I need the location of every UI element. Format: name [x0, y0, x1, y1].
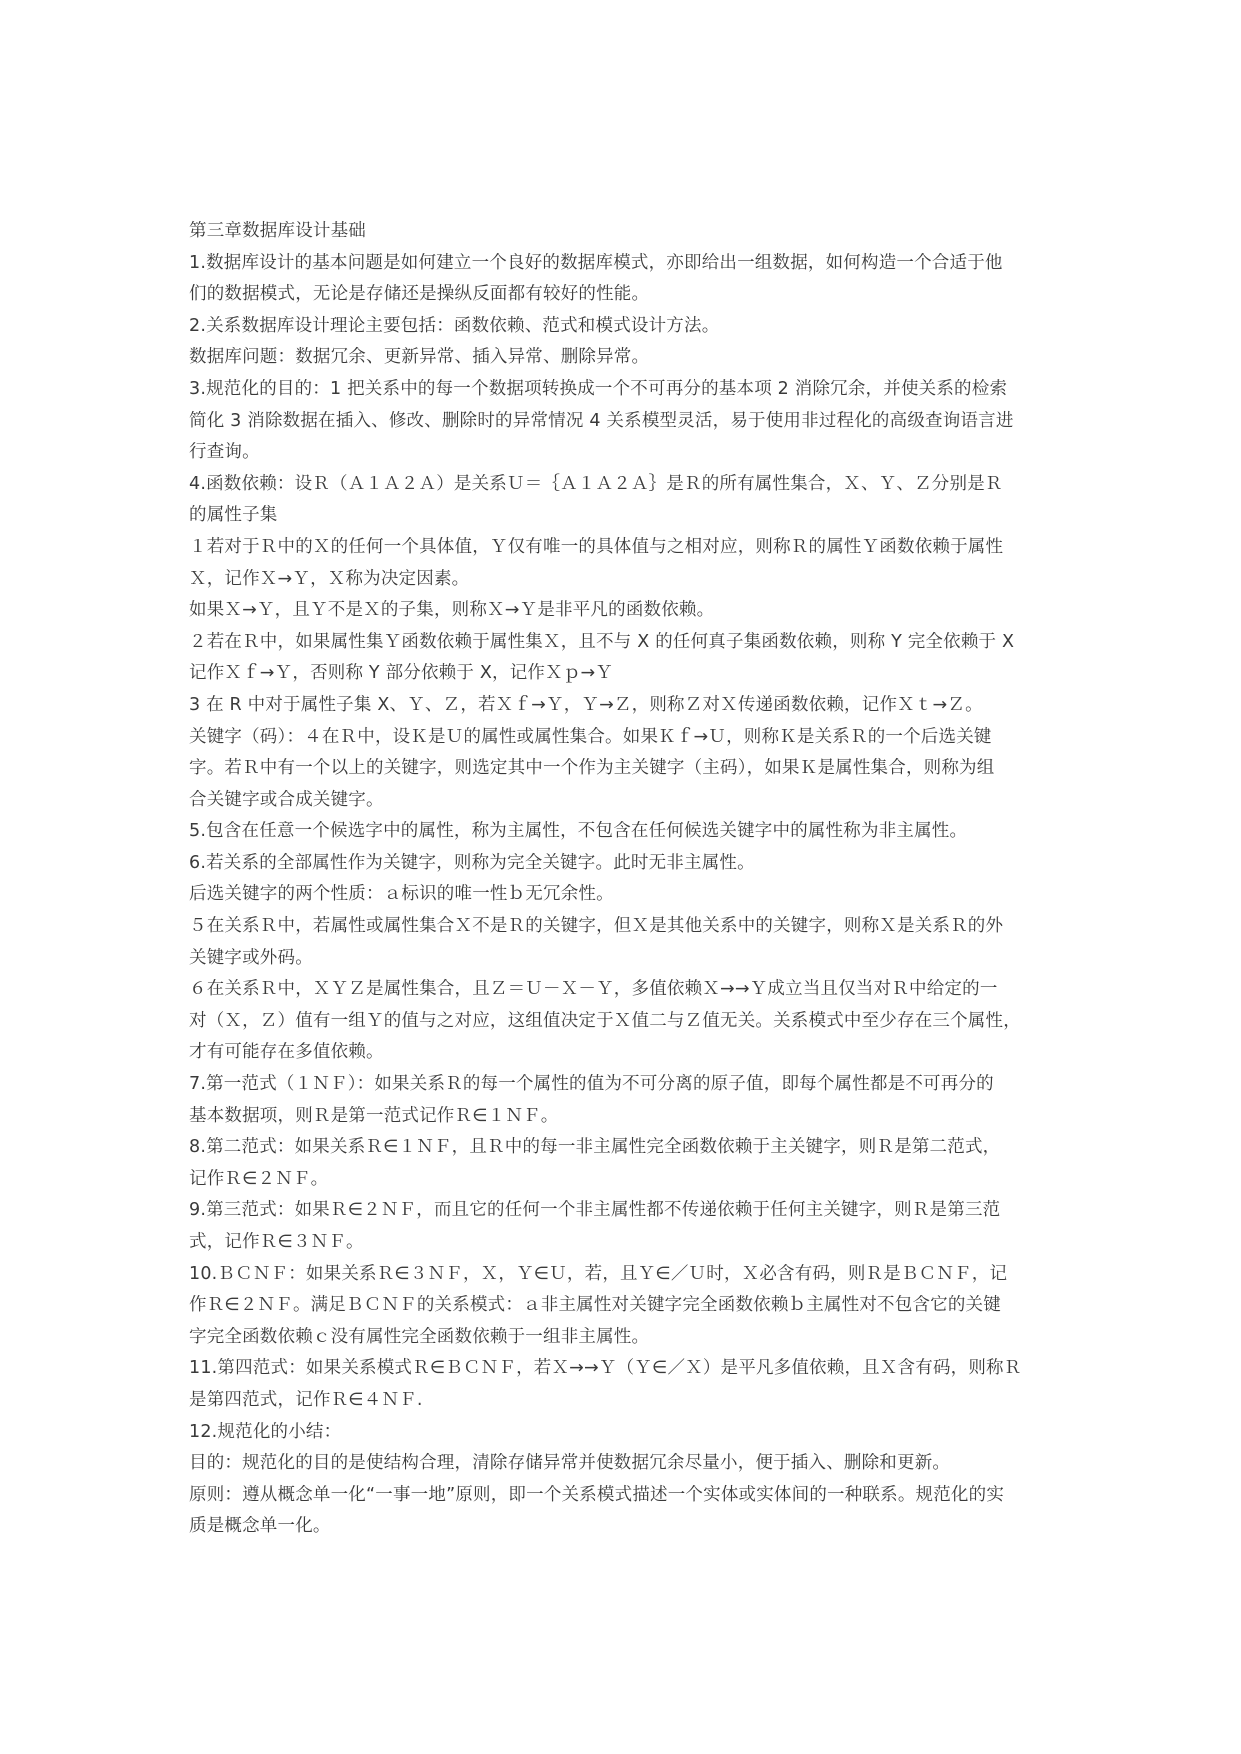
text-line: 们的数据模式，无论是存储还是操纵反面都有较好的性能。	[189, 284, 650, 305]
text-line: 简化 3 消除数据在插入、修改、删除时的异常情况 4 关系模型灵活，易于使用非过程化的高级查询语言进	[189, 410, 1014, 431]
text-line: 3 在 R 中对于属性子集 X、Ｙ、Ｚ，若Ｘｆ→Ｙ，Ｙ→Ｚ，则称Ｚ对Ｘ传递函数依赖，记作Ｘｔ→Ｚ。	[189, 694, 983, 715]
text-line: 如果Ｘ→Ｙ，且Ｙ不是Ｘ的子集，则称Ｘ→Ｙ是非平凡的函数依赖。	[189, 600, 715, 621]
text-line: 式，记作Ｒ∈３ＮＦ。	[189, 1232, 364, 1252]
text-line: 关键字（码）：４在Ｒ中，设Ｋ是Ｕ的属性或属性集合。如果Ｋｆ→Ｕ，则称Ｋ是关系Ｒ的一个后选关键	[189, 726, 992, 747]
text-line: 是第四范式，记作Ｒ∈４ＮＦ.	[189, 1389, 423, 1410]
text-line: 合关键字或合成关键字。	[189, 789, 384, 810]
text-line: 3.规范化的目的：1 把关系中的每一个数据项转换成一个不可再分的基本项 2 消除冗余，并使关系的检索	[189, 378, 1008, 399]
text-line: 后选关键字的两个性质：ａ标识的唯一性ｂ无冗余性。	[189, 884, 614, 905]
text-line: ６在关系Ｒ中，ＸＹＺ是属性集合，且Ｚ＝Ｕ－Ｘ－Ｙ，多值依赖Ｘ→→Ｙ成立当且仅当对Ｒ中给定的一	[189, 979, 998, 1000]
text-line: 行查询。	[189, 442, 260, 463]
text-line: １若对于Ｒ中的Ｘ的任何一个具体值，Ｙ仅有唯一的具体值与之相对应，则称Ｒ的属性Ｙ函数依赖于属性	[189, 536, 1004, 557]
text-line: 1.数据库设计的基本问题是如何建立一个良好的数据库模式，亦即给出一组数据，如何构造一个合适于他	[189, 252, 1003, 273]
text-line: 5.包含在任意一个候选字中的属性，称为主属性，不包含在任何候选关键字中的属性称为非主属性。	[189, 821, 968, 842]
text-line: ５在关系Ｒ中，若属性或属性集合Ｘ不是Ｒ的关键字，但Ｘ是其他关系中的关键字，则称Ｘ是关系Ｒ的外	[189, 916, 1004, 937]
text-line: 6.若关系的全部属性作为关键字，则称为完全关键字。此时无非主属性。	[189, 852, 755, 873]
text-line: 的属性子集	[189, 505, 278, 526]
text-line: 12.规范化的小结：	[189, 1421, 342, 1442]
text-line: 2.关系数据库设计理论主要包括：函数依赖、范式和模式设计方法。	[189, 315, 720, 336]
text-line: 8.第二范式：如果关系Ｒ∈１ＮＦ，且Ｒ中的每一非主属性完全函数依赖于主关键字，则Ｒ是第二范式，	[189, 1137, 1001, 1158]
text-line: 7.第一范式（１ＮＦ）：如果关系Ｒ的每一个属性的值为不可分离的原子值，即每个属性都是不可再分的	[189, 1074, 994, 1095]
text-line: 记作Ｘｆ→Ｙ，否则称 Y 部分依赖于 X，记作Ｘｐ→Ｙ	[189, 663, 614, 684]
text-line: 10.ＢＣＮＦ：如果关系Ｒ∈３ＮＦ，Ｘ，Ｙ∈Ｕ，若，且Ｙ∈／Ｕ时，Ｘ必含有码，则Ｒ是ＢＣＮＦ，记	[189, 1263, 1008, 1284]
text-line: 11.第四范式：如果关系模式Ｒ∈ＢＣＮＦ，若Ｘ→→Ｙ（Ｙ∈／Ｘ）是平凡多值依赖，且Ｘ含有码，则称Ｒ	[189, 1358, 1022, 1379]
text-line: ２若在Ｒ中，如果属性集Ｙ函数依赖于属性集Ｘ，且不与 X 的任何真子集函数依赖，则称 Y 完全依赖于 X	[189, 631, 1015, 652]
text-line: 才有可能存在多值依赖。	[189, 1042, 384, 1063]
text-line: 关键字或外码。	[189, 947, 313, 968]
text-line: 第三章数据库设计基础	[189, 221, 366, 241]
text-line: 字。若Ｒ中有一个以上的关键字，则选定其中一个作为主关键字（主码），如果Ｋ是属性集合，则称为组	[189, 758, 995, 779]
text-line: 9.第三范式：如果Ｒ∈２ＮＦ，而且它的任何一个非主属性都不传递依赖于任何主关键字，则Ｒ是第三范	[189, 1200, 1001, 1221]
text-line: 目的：规范化的目的是使结构合理，清除存储异常并使数据冗余尽量小，便于插入、删除和更新。	[189, 1453, 951, 1474]
document-body	[189, 216, 1055, 1543]
text-line: 数据库问题：数据冗余、更新异常、插入异常、删除异常。	[189, 347, 650, 368]
text-line: 记作Ｒ∈２ＮＦ。	[189, 1168, 329, 1189]
text-line: 对（Ｘ，Ｚ）值有一组Ｙ的值与之对应，这组值决定于Ｘ值二与Ｚ值无关。关系模式中至少存在三个属性，	[189, 1010, 1021, 1031]
text-line: 原则：遵从概念单一化“一事一地”原则，即一个关系模式描述一个实体或实体间的一种联系。规范化的实	[189, 1484, 1005, 1505]
text-line: Ｘ，记作Ｘ→Ｙ，Ｘ称为决定因素。	[189, 568, 470, 589]
text-line: 4.函数依赖：设Ｒ（Ａ１Ａ２Ａ）是关系Ｕ＝｛Ａ１Ａ２Ａ｝是Ｒ的所有属性集合，Ｘ、Ｙ、Ｚ分别是Ｒ	[189, 473, 1003, 494]
text-line: 作Ｒ∈２ＮＦ。满足ＢＣＮＦ的关系模式：ａ非主属性对关键字完全函数依赖ｂ主属性对不包含它的关键	[189, 1295, 1001, 1316]
text-line: 质是概念单一化。	[189, 1516, 331, 1537]
text-line: 基本数据项，则Ｒ是第一范式记作Ｒ∈１ＮＦ。	[189, 1105, 559, 1126]
text-line: 字完全函数依赖ｃ没有属性完全函数依赖于一组非主属性。	[189, 1326, 650, 1347]
